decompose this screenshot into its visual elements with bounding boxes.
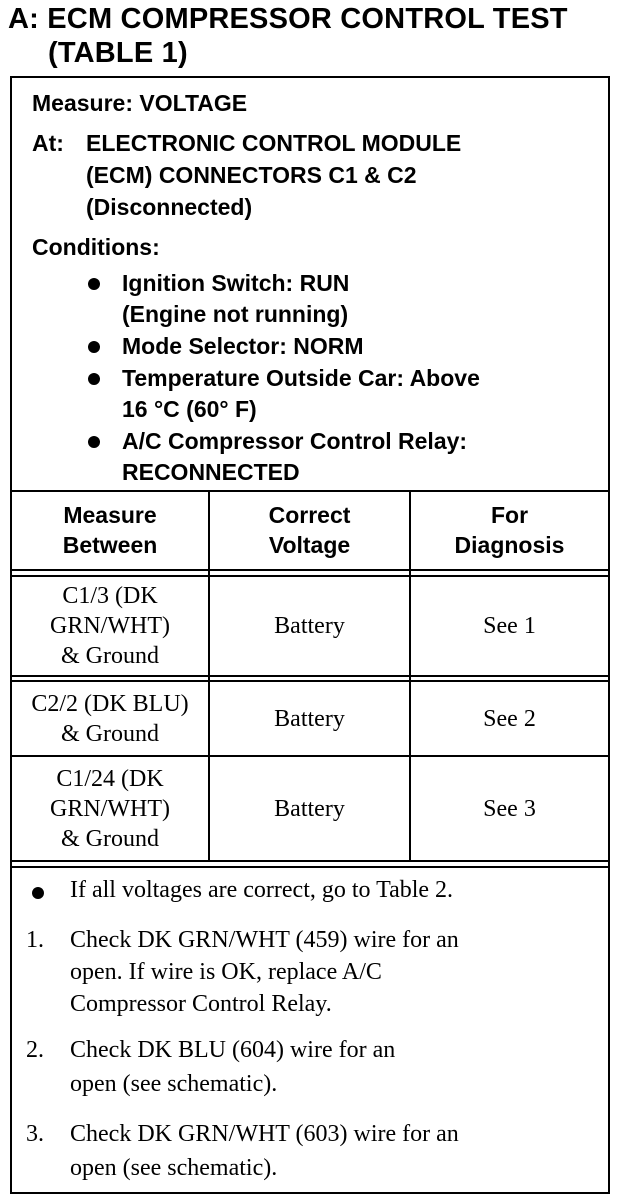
cell-line: C1/24 (DK [56,765,164,792]
cell-line: C1/3 (DK [62,583,158,609]
header-line: For [490,502,529,528]
note-bullet-text: If all voltages are correct, go to Table 2. [70,877,454,903]
cell-line: GRN/WHT) [50,613,170,639]
at-line-1: ELECTRONIC CONTROL MODULE [86,130,462,156]
table-row-3-voltage: Battery [274,795,345,822]
condition-4-line-2: RECONNECTED [122,459,300,485]
bullet-icon [88,278,100,290]
cell-line: & Ground [61,825,159,852]
cell-line: & Ground [61,720,159,747]
note-line: Check DK GRN/WHT (603) wire for an [70,1121,459,1147]
bullet-icon [88,341,100,353]
bullet-icon [88,373,100,385]
condition-1-line-2: (Engine not running) [122,301,349,327]
condition-4-line-1: A/C Compressor Control Relay: [122,428,468,454]
table-row-1-between [12,577,208,675]
note-number: 3. [26,1121,44,1147]
cell-line: & Ground [61,643,159,669]
table-row-1-voltage: Battery [274,613,345,639]
divider [10,866,610,868]
header-line: Measure [63,502,157,528]
at-line-2: (ECM) CONNECTORS C1 & C2 [86,162,417,188]
note-line: Compressor Control Relay. [70,991,332,1017]
note-line: open (see schematic). [70,1071,278,1097]
note-line: open. If wire is OK, replace A/C [70,959,382,985]
table-row-3-between [12,757,208,860]
table-row-1-diagnosis: See 1 [483,613,536,639]
bullet-icon [88,436,100,448]
table-row-2-voltage: Battery [274,705,345,732]
note-line: Check DK GRN/WHT (459) wire for an [70,927,459,953]
page-title [8,2,620,70]
cell-line: GRN/WHT) [50,795,170,822]
at-line-3: (Disconnected) [86,194,253,220]
title-line-1: A: ECM COMPRESSOR CONTROL TEST [8,3,568,35]
divider [10,490,610,492]
table-row-2-between [6,682,214,755]
bullet-icon [32,887,44,899]
header-for-diagnosis [411,500,608,560]
header-line: Correct [268,502,351,528]
header-line: Voltage [268,532,351,558]
conditions-section [12,78,608,490]
notes-section [26,874,604,1190]
note-number: 2. [26,1037,44,1063]
test-table-box [10,76,610,1194]
condition-3-line-2: 16 °C (60° F) [122,396,257,422]
title-line-2: (TABLE 1) [48,37,188,69]
note-number: 1. [26,927,44,953]
condition-1-line-1: Ignition Switch: RUN [122,270,350,296]
at-label: At: [32,130,64,156]
header-line: Between [62,532,158,558]
header-measure-between [12,500,208,560]
measure-label: Measure: VOLTAGE [32,90,248,116]
table-row-2-diagnosis: See 2 [483,705,536,732]
divider [10,569,610,571]
header-correct-voltage [210,500,409,560]
note-line: Check DK BLU (604) wire for an [70,1037,396,1063]
conditions-label: Conditions: [32,234,160,260]
condition-2-line-1: Mode Selector: NORM [122,333,364,359]
divider [10,860,610,862]
note-line: open (see schematic). [70,1155,278,1181]
cell-line: C2/2 (DK BLU) [31,690,189,717]
condition-3-line-1: Temperature Outside Car: Above [122,365,480,391]
header-line: Diagnosis [454,532,565,558]
divider [10,675,610,677]
table-row-3-diagnosis: See 3 [483,795,536,822]
